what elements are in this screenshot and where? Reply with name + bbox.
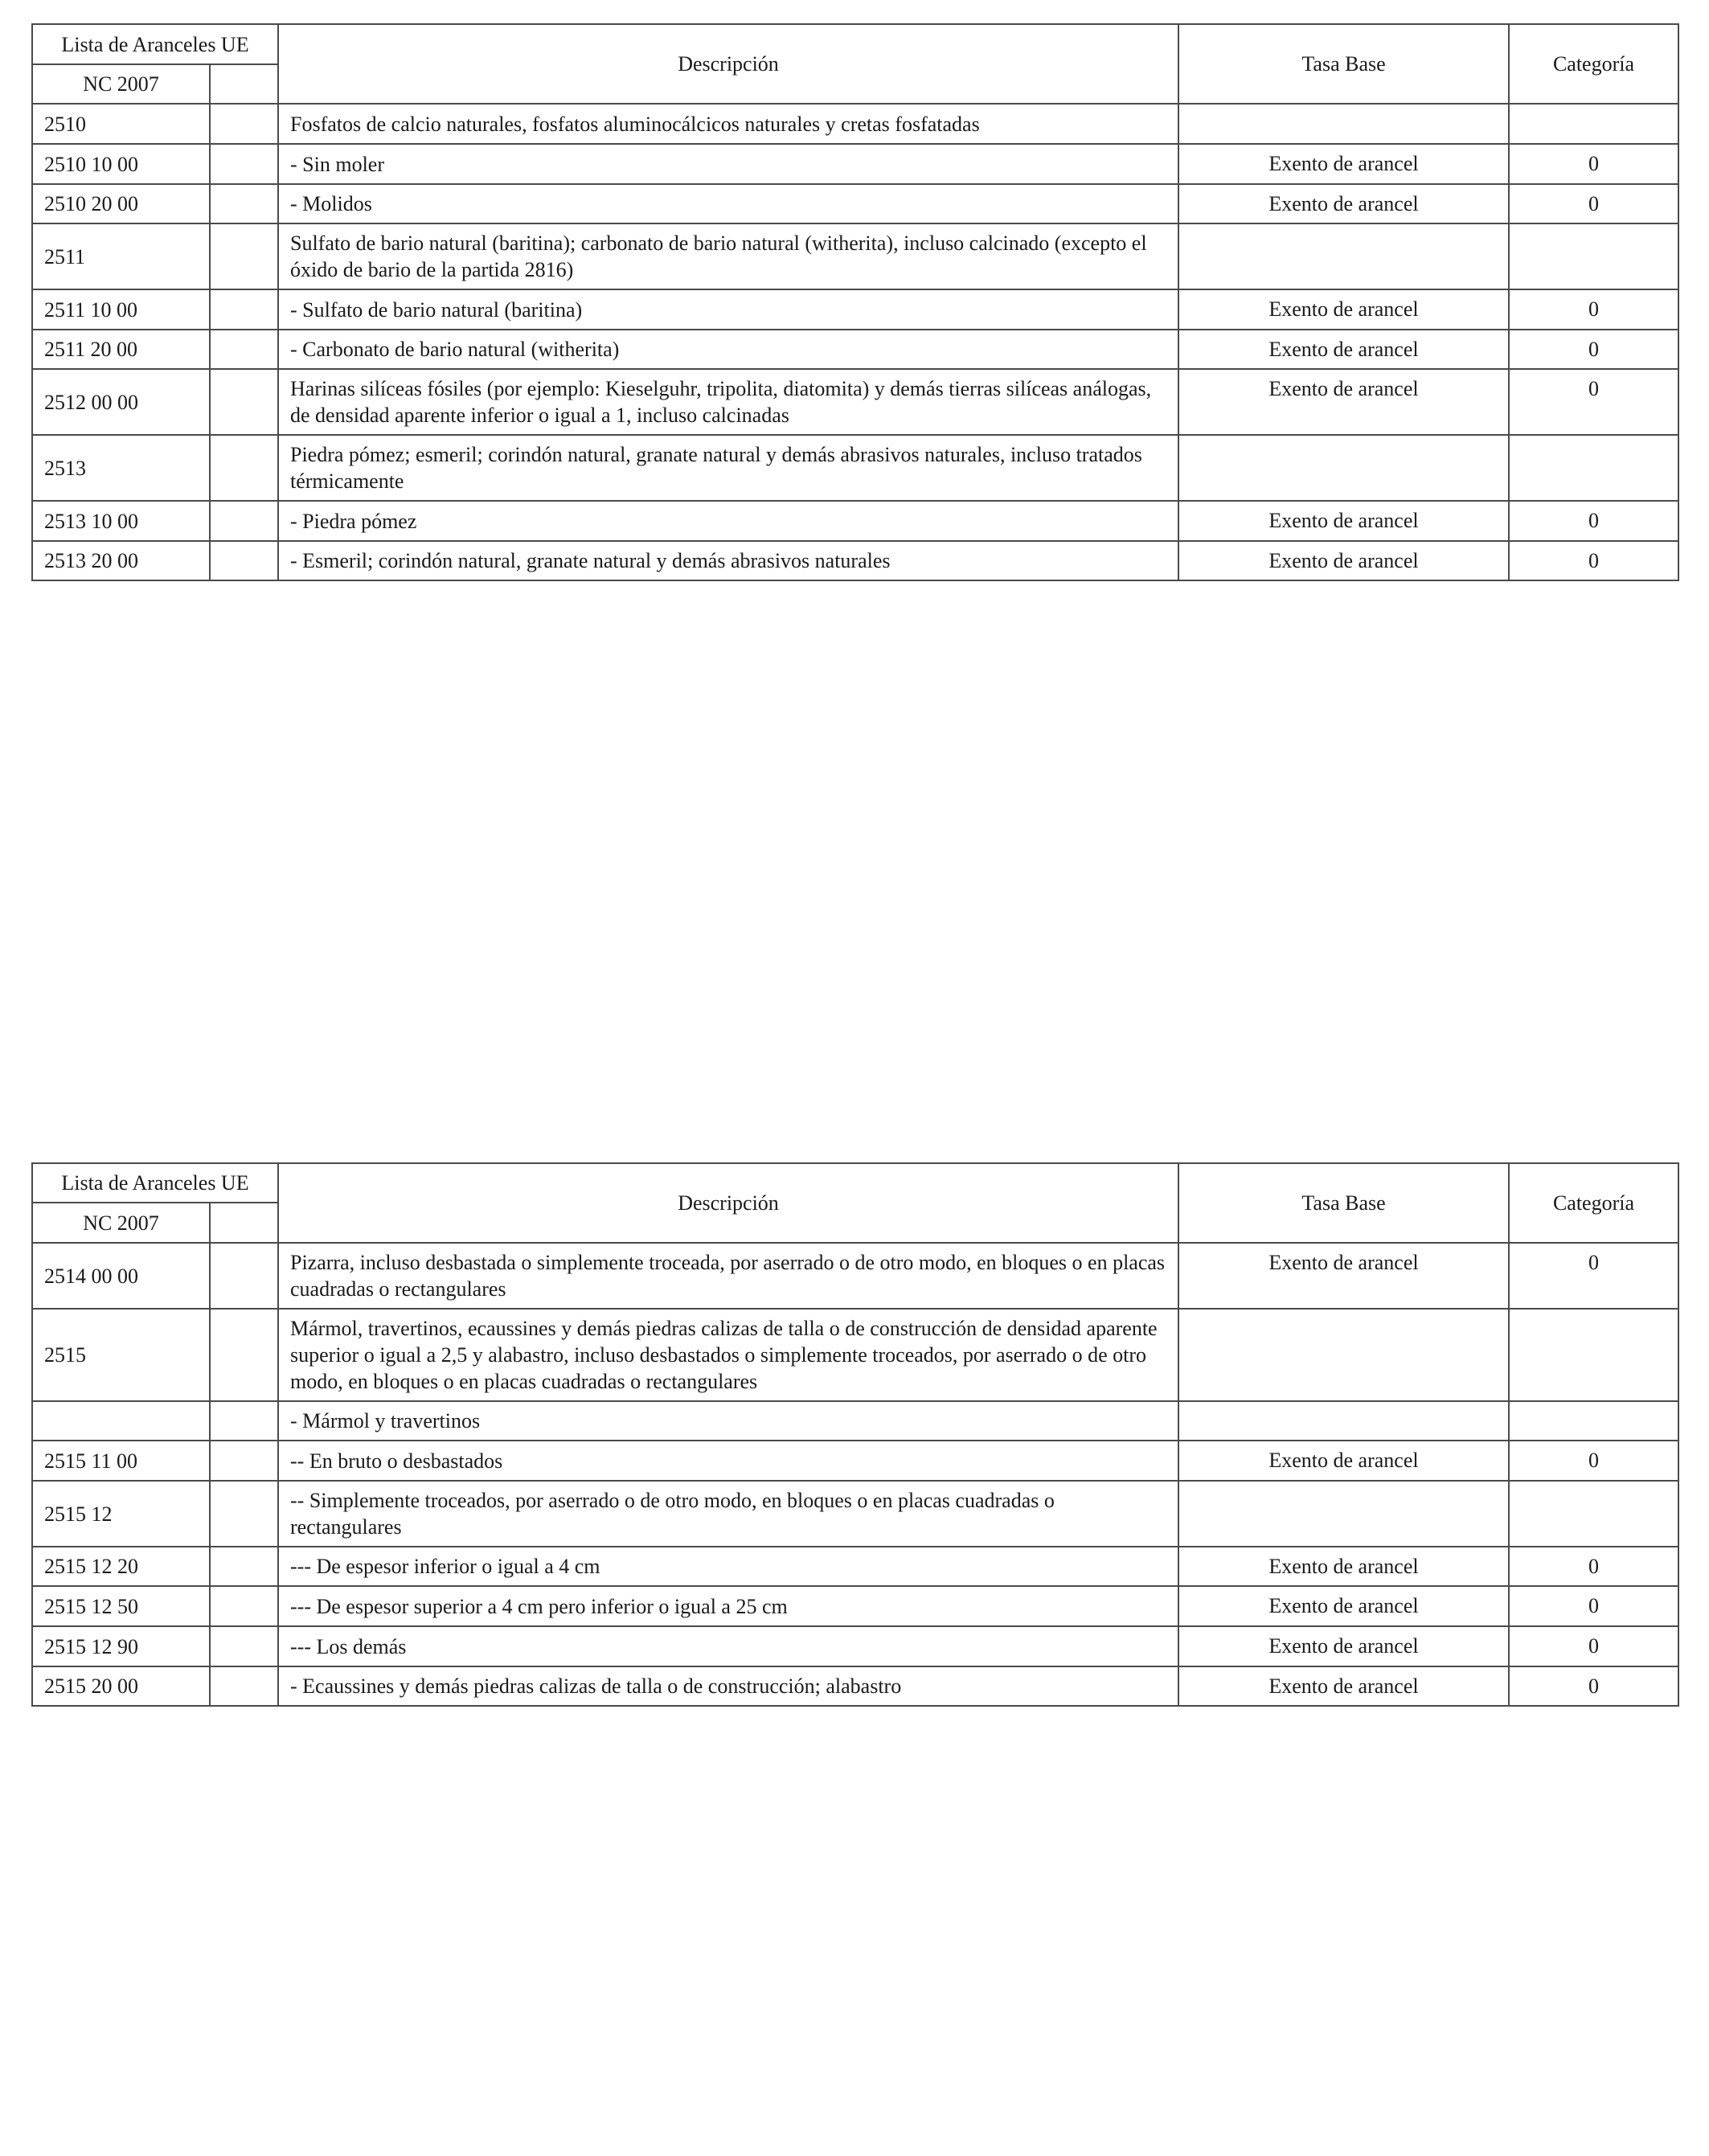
header-nc-2007: NC 2007 bbox=[32, 1203, 210, 1243]
nc-code-cell: 2512 00 00 bbox=[32, 369, 210, 435]
header-tasa-base: Tasa Base bbox=[1178, 1163, 1509, 1243]
description-cell: Sulfato de bario natural (baritina); carbonato de bario natural (witherita), incluso calcinado (excepto el óxido de bario de la partida 2816) bbox=[278, 223, 1178, 289]
nc-code-cell: 2511 10 00 bbox=[32, 289, 210, 330]
tasa-base-cell bbox=[1178, 435, 1509, 501]
categoria-cell: 0 bbox=[1509, 330, 1678, 369]
header-tasa-base: Tasa Base bbox=[1178, 24, 1509, 104]
categoria-cell: 0 bbox=[1509, 1547, 1678, 1586]
extra-code-cell bbox=[210, 1547, 278, 1586]
extra-code-cell bbox=[210, 330, 278, 369]
tasa-base-cell: Exento de arancel bbox=[1178, 541, 1509, 580]
categoria-cell: 0 bbox=[1509, 1586, 1678, 1626]
categoria-cell bbox=[1509, 223, 1678, 289]
table-row bbox=[32, 330, 1678, 369]
table-row bbox=[32, 1626, 1678, 1666]
tasa-base-cell: Exento de arancel bbox=[1178, 501, 1509, 541]
nc-code-cell bbox=[32, 1401, 210, 1441]
description-cell: - Ecaussines y demás piedras calizas de talla o de construcción; alabastro bbox=[278, 1666, 1178, 1706]
categoria-cell bbox=[1509, 104, 1678, 144]
extra-code-cell bbox=[210, 104, 278, 144]
extra-code-cell bbox=[210, 1481, 278, 1547]
categoria-cell: 0 bbox=[1509, 501, 1678, 541]
tariff-table-2 bbox=[31, 1162, 1679, 1707]
header-empty-cell bbox=[210, 1203, 278, 1243]
table-row bbox=[32, 289, 1678, 330]
description-cell: - Sin moler bbox=[278, 144, 1178, 184]
nc-code-cell: 2513 20 00 bbox=[32, 541, 210, 580]
header-descripcion: Descripción bbox=[278, 1163, 1178, 1243]
nc-code-cell: 2515 12 20 bbox=[32, 1547, 210, 1586]
tasa-base-cell: Exento de arancel bbox=[1178, 1547, 1509, 1586]
extra-code-cell bbox=[210, 541, 278, 580]
tasa-base-cell: Exento de arancel bbox=[1178, 1666, 1509, 1706]
tasa-base-cell bbox=[1178, 223, 1509, 289]
description-cell: Pizarra, incluso desbastada o simplemente troceada, por aserrado o de otro modo, en bloques o en placas cuadradas o rectangulares bbox=[278, 1243, 1178, 1309]
table-row bbox=[32, 144, 1678, 184]
extra-code-cell bbox=[210, 1243, 278, 1309]
description-cell: Piedra pómez; esmeril; corindón natural, granate natural y demás abrasivos naturales, incluso tratados térmicamente bbox=[278, 435, 1178, 501]
description-cell: --- Los demás bbox=[278, 1626, 1178, 1666]
tasa-base-cell: Exento de arancel bbox=[1178, 1441, 1509, 1481]
categoria-cell bbox=[1509, 1309, 1678, 1401]
nc-code-cell: 2515 12 50 bbox=[32, 1586, 210, 1626]
tasa-base-cell: Exento de arancel bbox=[1178, 1626, 1509, 1666]
extra-code-cell bbox=[210, 1666, 278, 1706]
extra-code-cell bbox=[210, 501, 278, 541]
categoria-cell: 0 bbox=[1509, 369, 1678, 435]
categoria-cell: 0 bbox=[1509, 1666, 1678, 1706]
tasa-base-cell: Exento de arancel bbox=[1178, 184, 1509, 223]
nc-code-cell: 2511 bbox=[32, 223, 210, 289]
categoria-cell: 0 bbox=[1509, 289, 1678, 330]
extra-code-cell bbox=[210, 289, 278, 330]
categoria-cell: 0 bbox=[1509, 1243, 1678, 1309]
extra-code-cell bbox=[210, 1441, 278, 1481]
extra-code-cell bbox=[210, 144, 278, 184]
description-cell: Fosfatos de calcio naturales, fosfatos aluminocálcicos naturales y cretas fosfatadas bbox=[278, 104, 1178, 144]
extra-code-cell bbox=[210, 435, 278, 501]
categoria-cell: 0 bbox=[1509, 1441, 1678, 1481]
categoria-cell: 0 bbox=[1509, 144, 1678, 184]
tasa-base-cell: Exento de arancel bbox=[1178, 289, 1509, 330]
extra-code-cell bbox=[210, 184, 278, 223]
nc-code-cell: 2515 20 00 bbox=[32, 1666, 210, 1706]
description-cell: -- En bruto o desbastados bbox=[278, 1441, 1178, 1481]
categoria-cell: 0 bbox=[1509, 541, 1678, 580]
table-row bbox=[32, 1243, 1678, 1309]
nc-code-cell: 2513 10 00 bbox=[32, 501, 210, 541]
header-lista: Lista de Aranceles UE bbox=[32, 1163, 278, 1203]
description-cell: Mármol, travertinos, ecaussines y demás piedras calizas de talla o de construcción de densidad aparente superior o igual a 2,5 y alabastro, incluso desbastados o simplemente troceados, por aserrado o de otro modo, en bloques o en placas cuadradas o rectangulares bbox=[278, 1309, 1178, 1401]
nc-code-cell: 2510 bbox=[32, 104, 210, 144]
table-row bbox=[32, 1481, 1678, 1547]
table-row bbox=[32, 501, 1678, 541]
extra-code-cell bbox=[210, 1586, 278, 1626]
description-cell: - Piedra pómez bbox=[278, 501, 1178, 541]
table-row bbox=[32, 1441, 1678, 1481]
nc-code-cell: 2515 12 bbox=[32, 1481, 210, 1547]
nc-code-cell: 2514 00 00 bbox=[32, 1243, 210, 1309]
extra-code-cell bbox=[210, 223, 278, 289]
tasa-base-cell: Exento de arancel bbox=[1178, 330, 1509, 369]
description-cell: - Esmeril; corindón natural, granate natural y demás abrasivos naturales bbox=[278, 541, 1178, 580]
categoria-cell bbox=[1509, 1401, 1678, 1441]
table-row bbox=[32, 1547, 1678, 1586]
table-row bbox=[32, 1666, 1678, 1706]
table-row bbox=[32, 541, 1678, 580]
header-categoria: Categoría bbox=[1509, 1163, 1678, 1243]
description-cell: --- De espesor inferior o igual a 4 cm bbox=[278, 1547, 1178, 1586]
tasa-base-cell bbox=[1178, 104, 1509, 144]
categoria-cell: 0 bbox=[1509, 184, 1678, 223]
extra-code-cell bbox=[210, 369, 278, 435]
header-empty-cell bbox=[210, 64, 278, 104]
tasa-base-cell: Exento de arancel bbox=[1178, 369, 1509, 435]
table-row bbox=[32, 1401, 1678, 1441]
table-row bbox=[32, 184, 1678, 223]
header-categoria: Categoría bbox=[1509, 24, 1678, 104]
categoria-cell bbox=[1509, 435, 1678, 501]
nc-code-cell: 2510 20 00 bbox=[32, 184, 210, 223]
nc-code-cell: 2511 20 00 bbox=[32, 330, 210, 369]
table-row bbox=[32, 369, 1678, 435]
tasa-base-cell: Exento de arancel bbox=[1178, 144, 1509, 184]
nc-code-cell: 2515 bbox=[32, 1309, 210, 1401]
nc-code-cell: 2515 11 00 bbox=[32, 1441, 210, 1481]
tasa-base-cell: Exento de arancel bbox=[1178, 1243, 1509, 1309]
extra-code-cell bbox=[210, 1401, 278, 1441]
table-row bbox=[32, 223, 1678, 289]
tariff-table-1 bbox=[31, 23, 1679, 581]
description-cell: - Carbonato de bario natural (witherita) bbox=[278, 330, 1178, 369]
description-cell: - Molidos bbox=[278, 184, 1178, 223]
categoria-cell bbox=[1509, 1481, 1678, 1547]
table-row bbox=[32, 1586, 1678, 1626]
extra-code-cell bbox=[210, 1626, 278, 1666]
nc-code-cell: 2513 bbox=[32, 435, 210, 501]
nc-code-cell: 2515 12 90 bbox=[32, 1626, 210, 1666]
description-cell: - Mármol y travertinos bbox=[278, 1401, 1178, 1441]
table-row bbox=[32, 1309, 1678, 1401]
nc-code-cell: 2510 10 00 bbox=[32, 144, 210, 184]
tasa-base-cell bbox=[1178, 1401, 1509, 1441]
description-cell: - Sulfato de bario natural (baritina) bbox=[278, 289, 1178, 330]
tasa-base-cell: Exento de arancel bbox=[1178, 1586, 1509, 1626]
header-descripcion: Descripción bbox=[278, 24, 1178, 104]
description-cell: -- Simplemente troceados, por aserrado o de otro modo, en bloques o en placas cuadradas o rectangulares bbox=[278, 1481, 1178, 1547]
description-cell: --- De espesor superior a 4 cm pero inferior o igual a 25 cm bbox=[278, 1586, 1178, 1626]
extra-code-cell bbox=[210, 1309, 278, 1401]
header-nc-2007: NC 2007 bbox=[32, 64, 210, 104]
header-lista: Lista de Aranceles UE bbox=[32, 24, 278, 64]
categoria-cell: 0 bbox=[1509, 1626, 1678, 1666]
table-row bbox=[32, 104, 1678, 144]
table-row bbox=[32, 435, 1678, 501]
description-cell: Harinas silíceas fósiles (por ejemplo: Kieselguhr, tripolita, diatomita) y demás tierras silíceas análogas, de densidad aparente inferior o igual a 1, incluso calcinadas bbox=[278, 369, 1178, 435]
tasa-base-cell bbox=[1178, 1481, 1509, 1547]
tasa-base-cell bbox=[1178, 1309, 1509, 1401]
